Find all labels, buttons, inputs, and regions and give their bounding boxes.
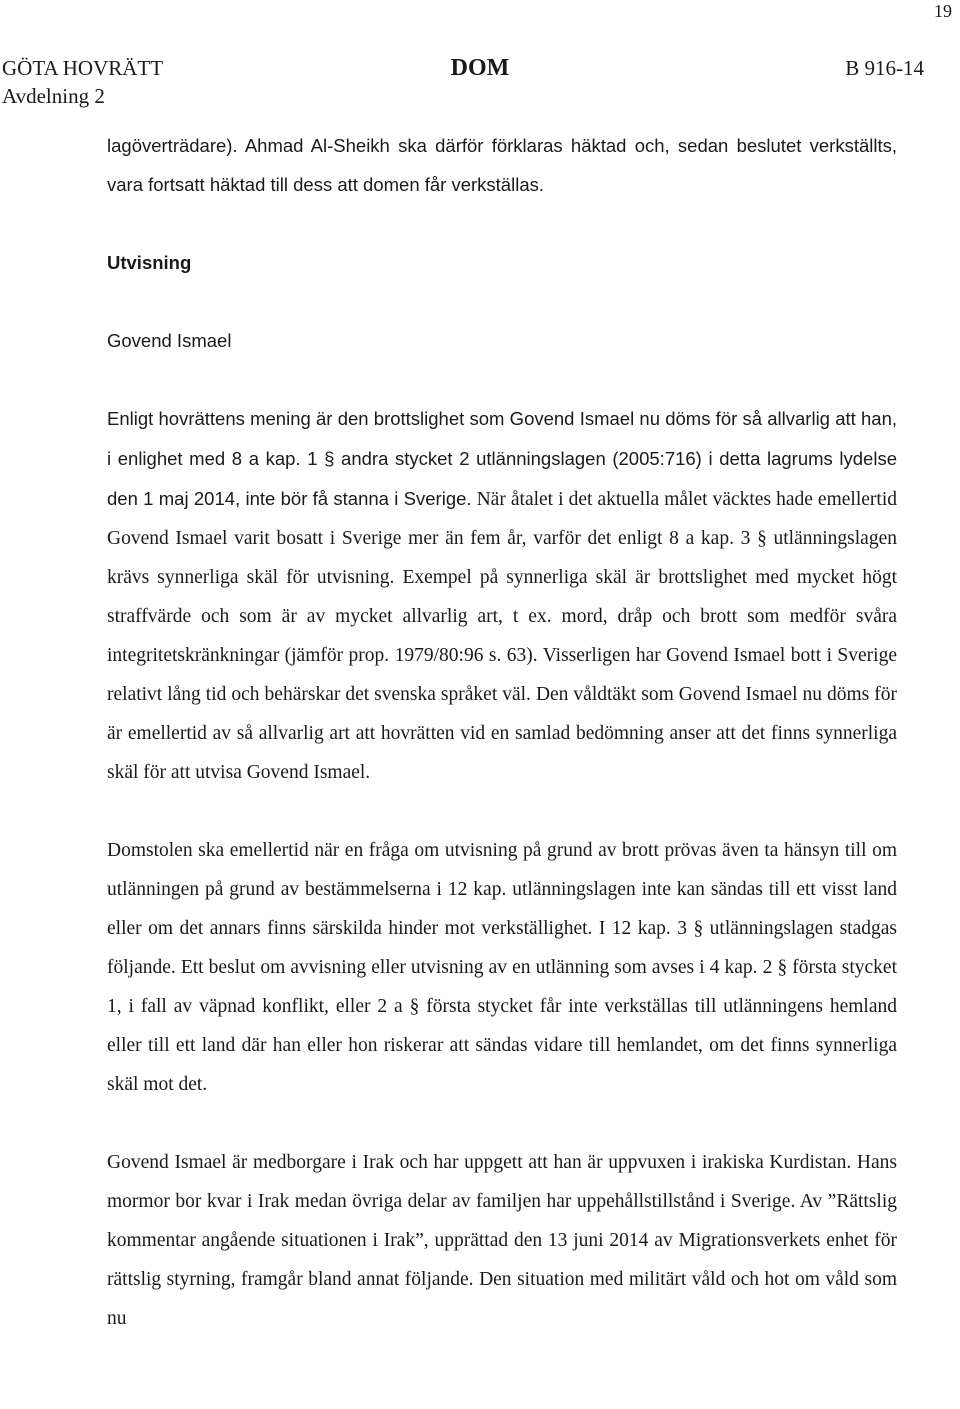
court-name: GÖTA HOVRÄTT	[2, 56, 164, 80]
paragraph-impediments: Domstolen ska emellertid när en fråga om utvisning på grund av brott prövas även ta hänsyn till om utlänningen på grund av bestämmelserna i 12 kap. utlänningslagen inte kan sändas till ett visst land eller om det annars finns särskilda hinder mot verkställighet. I 12 kap. 3 § utlänningslagen stadgas följande. Ett beslut om avvisning eller utvisning av en utlänning som avses i 4 kap. 2 § första stycket 1, i fall av väpnad konflikt, eller 2 a § första stycket får inte verkställas till utlänningens hemland eller till ett land där han eller hon riskerar att sändas vidare till hemlandet, om det finns synnerliga skäl mot det.	[107, 840, 897, 1095]
paragraph-iraq: Govend Ismael är medborgare i Irak och har uppgett att han är uppvuxen i irakiska Kurdistan. Hans mormor bor kvar i Irak medan övriga delar av familjen har uppehållstillstånd i Sverige. Av ”Rättslig kommentar angående situationen i Irak”, upprättad den 13 juni 2014 av Migrationsverkets enhet för rättslig styrning, framgår bland annat följande. Den situation med militärt våld och hot om våld som nu	[107, 1152, 897, 1329]
case-number: B 916-14	[845, 56, 924, 80]
document-type: DOM	[450, 55, 510, 81]
subject-name: Govend Ismael	[107, 330, 232, 351]
document-body	[107, 126, 897, 1338]
paragraph-custody: lagöverträdare). Ahmad Al-Sheikh ska därför förklaras häktad och, sedan beslutet verkställts, vara fortsatt häktad till dess att domen får verkställas.	[107, 135, 897, 195]
paragraph-expulsion-part-1: Enligt hovrättens mening är den brottslighet som Govend Ismael nu döms för så allvarlig att han, i enlighet med 8 a kap. 1 § andra stycket 2 utlänningslagen (2005:716) i detta lagrums lydelse den 1 maj 2014, inte bör få stanna i Sverige.	[107, 408, 897, 509]
section-heading: Utvisning	[107, 252, 192, 273]
document-header	[0, 55, 960, 115]
court-division: Avdelning 2	[2, 84, 105, 108]
paragraph-expulsion-part-2: När åtalet i det aktuella målet väcktes hade emellertid Govend Ismael varit bosatt i Sverige mer än fem år, varför det enligt 8 a kap. 3 § utlänningslagen krävs synnerliga skäl för utvisning. Exempel på synnerliga skäl är brottslighet med mycket högt straffvärde och som är av mycket allvarlig art, t ex. mord, dråp och brott som medför svåra integritetskränkningar (jämför prop. 1979/80:96 s. 63). Visserligen har Govend Ismael bott i Sverige relativt lång tid och behärskar det svenska språket väl. Den våldtäkt som Govend Ismael nu döms för är emellertid av så allvarlig art att hovrätten vid en samlad bedömning anser att det finns synnerliga skäl för att utvisa Govend Ismael.	[107, 489, 897, 783]
page-number: 19	[934, 1, 952, 21]
paragraph-expulsion-assessment	[107, 399, 897, 792]
